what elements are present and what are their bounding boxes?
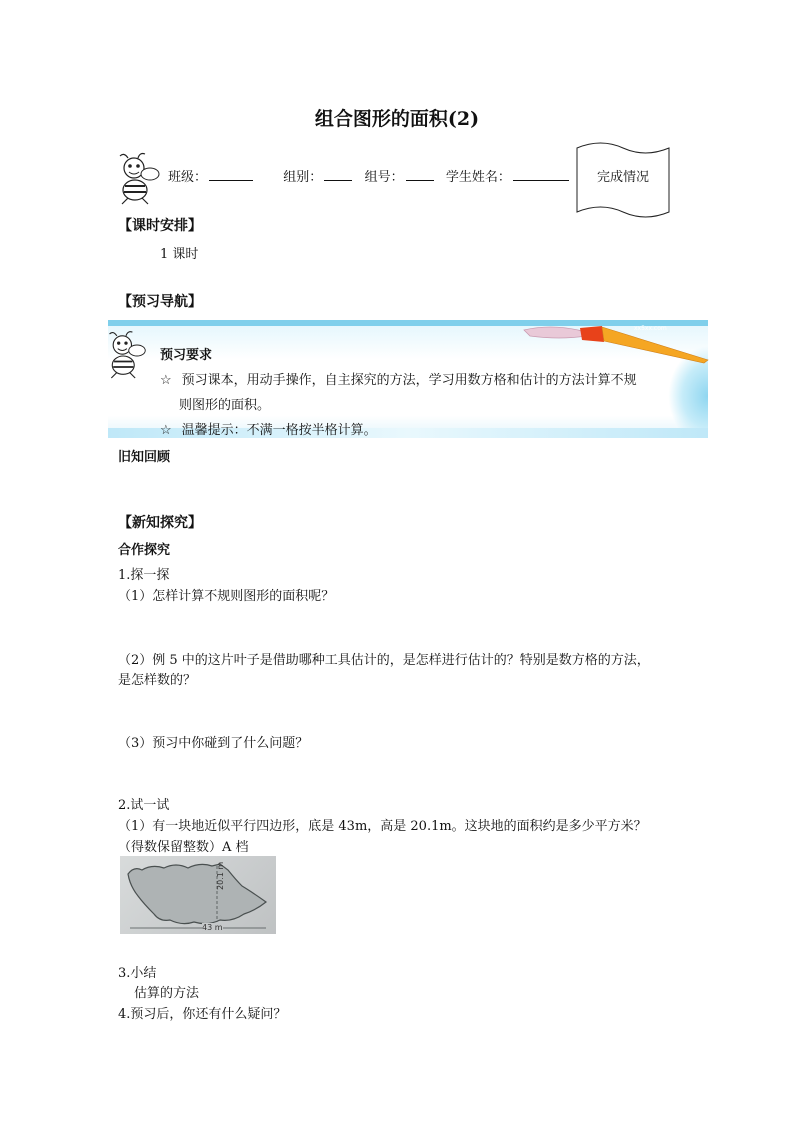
banner-item-1-text: 预习课本，用动手操作，自主探究的方法，学习用数方格和估计的方法计算不规 (181, 373, 637, 388)
completion-status-label: 完成情况 (596, 170, 649, 185)
try-question-1-cont: （得数保留整数）A 档 (118, 840, 249, 855)
group-label: 组别： (283, 170, 323, 185)
cooperation-heading: 合作探究 (118, 543, 171, 558)
student-name-blank[interactable] (513, 167, 569, 181)
number-label: 组号： (364, 170, 404, 185)
banner-heading: 预习要求 (160, 348, 213, 363)
star-icon: ☆ (160, 373, 172, 388)
summary-heading: 3.小结 (118, 966, 157, 981)
try-heading: 2.试一试 (118, 798, 170, 813)
banner-item-2 (160, 419, 377, 438)
header-info-line (168, 166, 569, 185)
summary-item: 估算的方法 (134, 986, 200, 1001)
preview-heading: 【预习导航】 (118, 294, 202, 310)
figure-height-label: 20.1 m (216, 861, 225, 890)
star-icon: ☆ (160, 423, 172, 438)
parallelogram-land-figure (120, 856, 276, 934)
explore-question-2-cont: 是怎样数的？ (118, 673, 197, 688)
explore-question-2: （2）例 5 中的这片叶子是借助哪种工具估计的，是怎样进行估计的？特别是数方格的方法， (118, 653, 650, 668)
banner-item-1 (160, 369, 637, 388)
student-name-label: 学生姓名： (445, 170, 511, 185)
group-blank[interactable] (324, 167, 352, 181)
bee-mascot-icon (104, 330, 148, 382)
class-blank[interactable] (209, 167, 253, 181)
new-knowledge-heading: 【新知探究】 (118, 515, 202, 531)
number-blank[interactable] (406, 167, 434, 181)
schedule-value: 1 课时 (160, 247, 199, 262)
review-heading: 旧知回顾 (118, 450, 171, 465)
watermark-logo: xx5xx.com (634, 325, 667, 332)
bee-mascot-icon (114, 152, 162, 208)
try-question-1: （1）有一块地近似平行四边形，底是 43m，高是 20.1m。这块地的面积约是多少平方米？ (118, 819, 647, 834)
schedule-heading: 【课时安排】 (118, 218, 202, 234)
explore-question-1: （1）怎样计算不规则图形的面积呢？ (118, 589, 335, 604)
page-title: 组合图形的面积(2) (314, 108, 480, 130)
explore-heading: 1.探一探 (118, 568, 170, 583)
banner-item-1-cont: 则图形的面积。 (179, 398, 271, 413)
class-label: 班级： (168, 170, 208, 185)
banner-item-2-text: 温馨提示：不满一格按半格计算。 (181, 423, 377, 438)
question-4: 4.预习后，你还有什么疑问？ (118, 1007, 287, 1022)
figure-base-label: 43 m (202, 923, 223, 932)
explore-question-3: （3）预习中你碰到了什么问题？ (118, 736, 309, 751)
paintbrush-icon (520, 322, 710, 364)
